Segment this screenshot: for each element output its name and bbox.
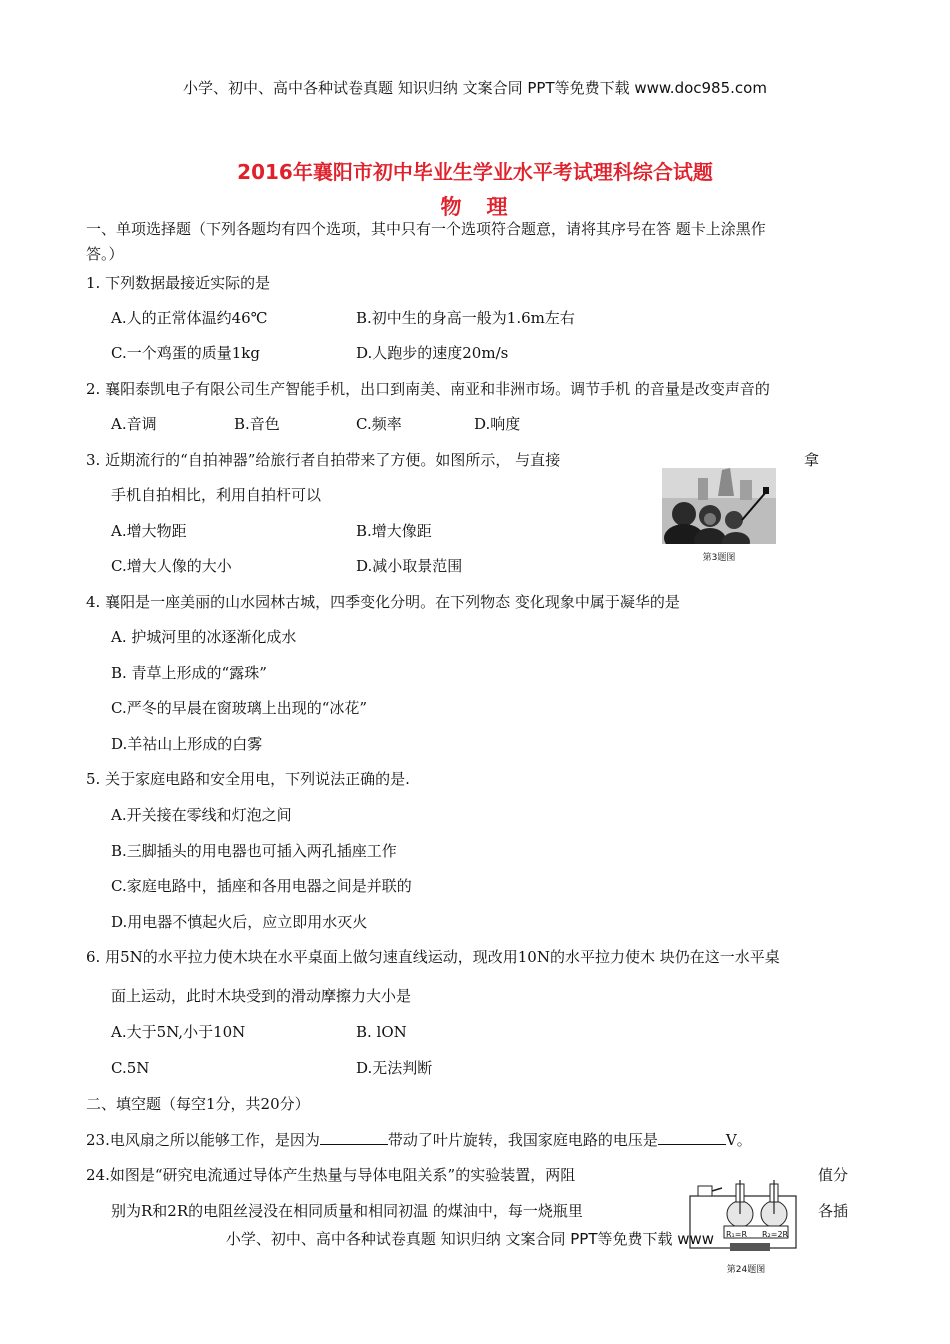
q4-option-b: B. 青草上形成的“露珠” [111, 664, 267, 682]
q1-option-a: A.人的正常体温约46℃ [111, 309, 268, 327]
q5-option-a: A.开关接在零线和灯泡之间 [111, 806, 292, 824]
q5-option-b: B.三脚插头的用电器也可插入两孔插座工作 [111, 842, 397, 860]
q3-option-a: A.增大物距 [111, 522, 187, 540]
q2-stem: 2. 襄阳泰凯电子有限公司生产智能手机，出口到南美、南亚和非洲市场。调节手机 的音量是改变声音的 [86, 380, 770, 398]
q6-stem-line1: 6. 用5N的水平拉力使木块在水平桌面上做匀速直线运动，现改用10N的水平拉力使木 块仍在这一水平桌 [86, 948, 780, 966]
q3-option-b: B.增大像距 [356, 522, 432, 540]
q23-blank-2 [658, 1128, 726, 1145]
q4-option-d: D.羊祜山上形成的白雾 [111, 735, 263, 753]
q23-part2: 带动了叶片旋转，我国家庭电路的电压是 [387, 1131, 658, 1149]
exam-title: 2016年襄阳市初中毕业生学业水平考试理科综合试题 [237, 160, 713, 184]
q3-figure [662, 468, 776, 563]
q4-stem: 4. 襄阳是一座美丽的山水园林古城，四季变化分明。在下列物态 变化现象中属于凝华的是 [86, 593, 680, 611]
subject-title: 物 理 [440, 195, 510, 219]
q24-line1: 24.如图是“研究电流通过导体产生热量与导体电阻关系”的实验装置，两阻 [86, 1166, 576, 1184]
q23-part3: V。 [725, 1131, 752, 1149]
q23-text [86, 1128, 752, 1151]
page-header: 小学、初中、高中各种试卷真题 知识归纳 文案合同 PPT等免费下载 www.doc985.com [183, 79, 767, 97]
q4-option-a: A. 护城河里的冰逐渐化成水 [111, 628, 297, 646]
q3-option-c: C.增大人像的大小 [111, 557, 232, 575]
q6-option-c: C.5N [111, 1059, 150, 1077]
q5-option-c: C.家庭电路中，插座和各用电器之间是并联的 [111, 877, 412, 895]
q5-stem: 5. 关于家庭电路和安全用电，下列说法正确的是. [86, 770, 410, 788]
q3-stem-part2: 拿 [804, 451, 820, 469]
q2-option-c: C.频率 [356, 415, 402, 433]
q24-line2: 别为R和2R的电阻丝浸没在相同质量和相同初温 的煤油中，每一烧瓶里 [111, 1202, 583, 1220]
q1-option-b: B.初中生的身高一般为1.6m左右 [356, 309, 575, 327]
q6-option-a: A.大于5N,小于10N [111, 1023, 246, 1041]
q24-r2-label: R₂=2R [762, 1230, 789, 1239]
q24-figure-caption: 第24题图 [726, 1265, 766, 1275]
q24-r1-label: R₁=R [726, 1230, 748, 1239]
q1-option-d: D.人跑步的速度20m/s [356, 344, 509, 362]
q6-stem-line2: 面上运动，此时木块受到的滑动摩擦力大小是 [111, 987, 412, 1005]
q1-option-c: C.一个鸡蛋的质量1kg [111, 344, 260, 362]
q1-stem: 1. 下列数据最接近实际的是 [86, 274, 271, 292]
q5-option-d: D.用电器不慎起火后，应立即用水灭火 [111, 913, 368, 931]
q2-option-a: A.音调 [111, 415, 157, 433]
q6-option-b: B. lON [356, 1023, 407, 1041]
q3-option-d: D.减小取景范围 [356, 557, 463, 575]
q24-figure [686, 1180, 806, 1275]
q3-figure-caption: 第3题图 [702, 553, 736, 563]
q24-line2-right: 各插 [818, 1202, 849, 1220]
q23-part1: 23.电风扇之所以能够工作，是因为 [86, 1131, 320, 1149]
section2-heading: 二、填空题（每空1分，共20分） [86, 1095, 310, 1113]
q2-option-d: D.响度 [474, 415, 521, 433]
section1-heading-line1: 一、单项选择题（下列各题均有四个选项，其中只有一个选项符合题意，请将其序号在答 题卡上涂黑作 [86, 220, 766, 238]
q24-line1-right: 值分 [818, 1166, 849, 1184]
q3-stem-line2: 手机自拍相比，利用自拍杆可以 [111, 486, 322, 504]
q23-blank-1 [320, 1128, 388, 1145]
q2-option-b: B.音色 [234, 415, 280, 433]
q6-option-d: D.无法判断 [356, 1059, 433, 1077]
section1-heading-line2: 答。） [86, 245, 124, 263]
q3-stem-part1: 3. 近期流行的“自拍神器”给旅行者自拍带来了方便。如图所示， 与直接 [86, 451, 561, 469]
selfie-photo-image [662, 468, 776, 544]
page-footer: 小学、初中、高中各种试卷真题 知识归纳 文案合同 PPT等免费下载 www [225, 1230, 715, 1248]
q4-option-c: C.严冬的早晨在窗玻璃上出现的“冰花” [111, 699, 368, 717]
